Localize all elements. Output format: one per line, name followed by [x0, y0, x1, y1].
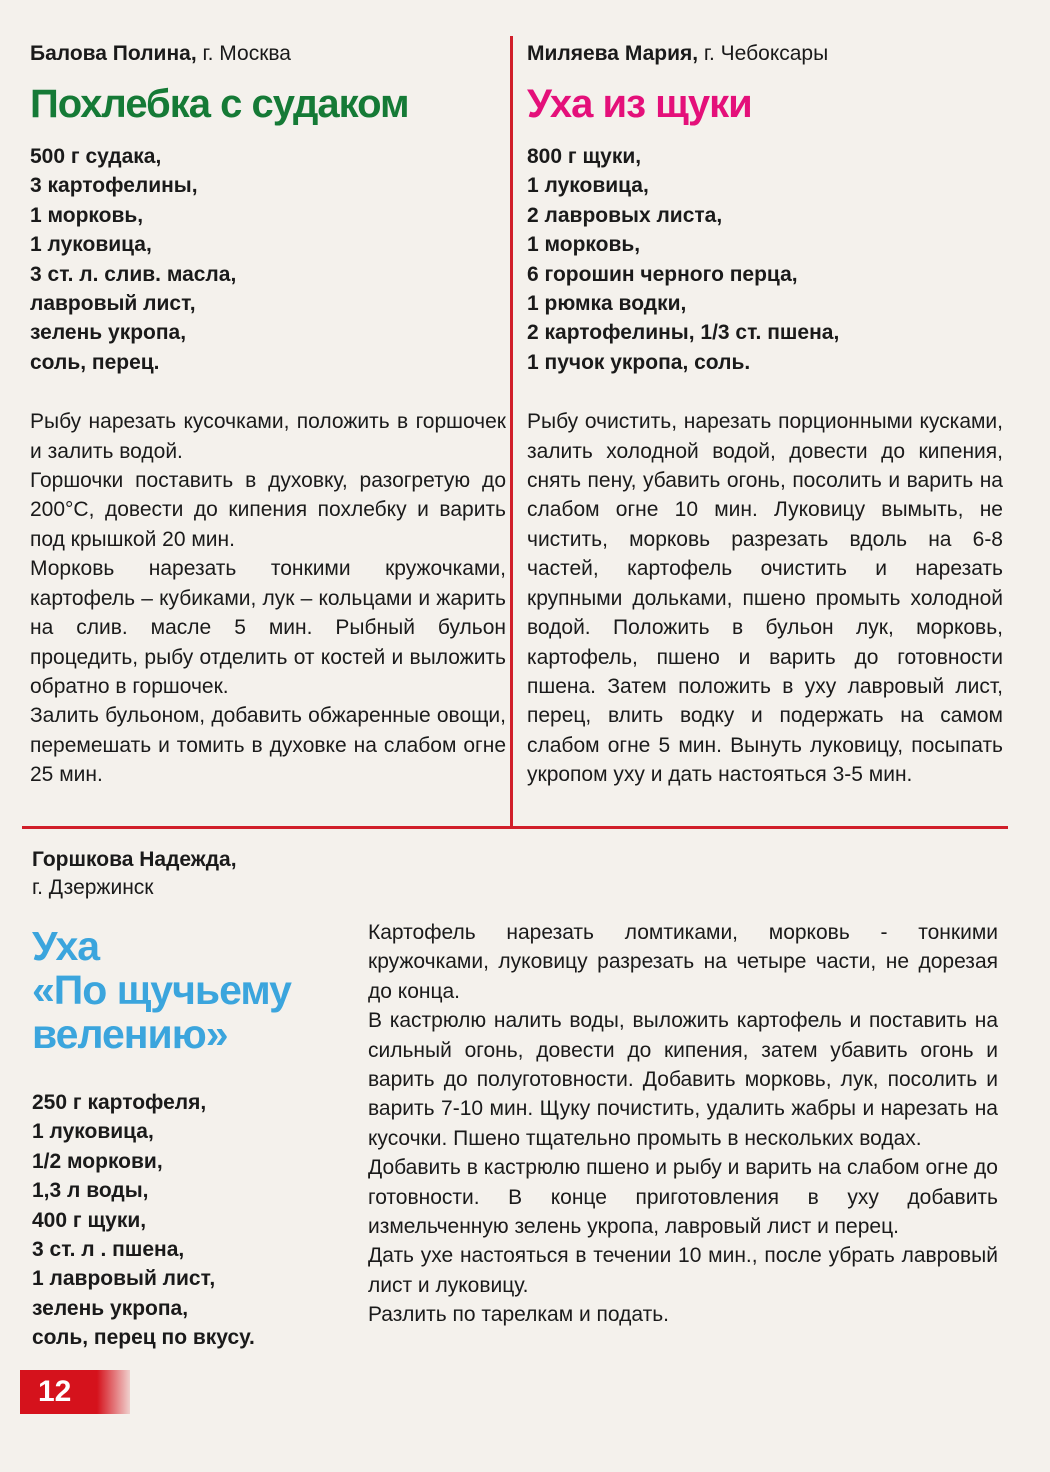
ingredient-item: 250 г картофеля, [32, 1091, 207, 1114]
instruction-paragraph: Добавить в кастрюлю пшено и рыбу и варить на слабом огне до готовности. В конце приготовления в уху добавить измельченную зелень укропа, лавровый лист и перец. [368, 1156, 998, 1239]
page-number: 12 [38, 1375, 72, 1408]
author-city: г. Дзержинск [32, 876, 154, 899]
recipe-title-line: велению» [32, 1011, 228, 1057]
ingredient-item: 2 лавровых листа, [527, 203, 723, 227]
ingredient-item: 1 морковь, [30, 203, 144, 227]
recipe-title: Уха из щуки [527, 82, 752, 126]
recipe-title [32, 924, 342, 1056]
instruction-paragraph: Морковь нарезать тонкими кружочками, картофель – кубиками, лук – кольцами и жарить на слив. масле 5 мин. Рыбный бульон процедить, рыбу отделить от костей и выложить обратно в горшочек. [30, 557, 506, 698]
author-city: г. Москва [202, 42, 291, 65]
recipe-title: Похлебка с судаком [30, 82, 409, 126]
recipe-author [32, 846, 342, 902]
ingredient-item: 3 картофелины, [30, 174, 198, 198]
recipe-title-line: Уха [32, 923, 100, 969]
recipe-author [30, 40, 506, 68]
column-divider-vertical [510, 36, 513, 826]
ingredient-item: лавровый лист, [30, 292, 196, 316]
ingredient-item: 1 морковь, [527, 233, 641, 257]
instruction-paragraph: В кастрюлю налить воды, выложить картофель и поставить на сильный огонь, довести до кипения, затем убавить огонь и варить до полуготовности. Добавить морковь, лук, посолить и варить 7-10 мин. Щуку почистить, удалить жабры и нарезать на кусочки. Пшено тщательно промыть в нескольких водах. [368, 1009, 998, 1150]
instruction-paragraph: Разлить по тарелкам и подать. [368, 1303, 670, 1327]
ingredient-item: 500 г судака, [30, 145, 162, 168]
ingredient-item: 1 луковица, [527, 174, 649, 198]
author-name: Миляева Мария, [527, 42, 699, 65]
ingredient-item: 1 луковица, [32, 1120, 154, 1144]
ingredient-list [527, 142, 1003, 377]
ingredient-item: 800 г щуки, [527, 145, 642, 168]
recipe-ukha-po-shchuchyemu [32, 846, 342, 1353]
instructions [527, 407, 1003, 789]
recipe-ukha-po-shchuchyemu-instructions [368, 918, 998, 1330]
instruction-paragraph: Залить бульоном, добавить обжаренные овощи, перемешать и томить в духовке на слабом огне 25 мин. [30, 704, 506, 787]
ingredient-item: соль, перец по вкусу. [32, 1326, 255, 1350]
instruction-paragraph: Картофель нарезать ломтиками, морковь - тонкими кружочками, луковицу разрезать на четыре части, не дорезая до конца. [368, 921, 998, 1003]
ingredient-item: 3 ст. л. слив. масла, [30, 262, 237, 286]
author-name: Горшкова Надежда, [32, 848, 237, 871]
recipe-title-line: «По щучьему [32, 967, 291, 1013]
instructions [368, 918, 998, 1330]
ingredient-item: 3 ст. л . пшена, [32, 1238, 185, 1262]
ingredient-item: 1/2 моркови, [32, 1149, 163, 1173]
instruction-paragraph: Горшочки поставить в духовку, разогретую до 200°С, довести до кипения похлебку и варить под крышкой 20 мин. [30, 469, 506, 551]
ingredient-item: 6 горошин черного перца, [527, 262, 798, 286]
ingredient-item: 1 пучок укропа, соль. [527, 350, 751, 374]
ingredient-item: 1,3 л воды, [32, 1179, 149, 1203]
instructions [30, 407, 506, 789]
ingredient-item: зелень укропа, [30, 321, 187, 345]
ingredient-item: 400 г щуки, [32, 1208, 147, 1232]
instruction-paragraph: Рыбу нарезать кусочками, положить в горшочек и залить водой. [30, 410, 506, 463]
ingredient-item: 1 рюмка водки, [527, 292, 687, 316]
ingredient-item: соль, перец. [30, 350, 160, 374]
ingredient-item: 2 картофелины, 1/3 ст. пшена, [527, 321, 840, 345]
section-divider-horizontal [22, 826, 1008, 829]
recipe-author [527, 40, 1003, 68]
author-name: Балова Полина, [30, 42, 197, 65]
ingredient-item: 1 луковица, [30, 233, 152, 257]
ingredient-item: 1 лавровый лист, [32, 1267, 216, 1291]
recipe-pokhlebka [30, 40, 506, 790]
recipe-ukha-iz-shchuki [527, 40, 1003, 790]
instruction-paragraph: Дать ухе настояться в течении 10 мин., после убрать лавровый лист и луковицу. [368, 1244, 998, 1297]
ingredient-list [30, 142, 506, 377]
page-number-badge [20, 1370, 130, 1414]
author-city: г. Чебоксары [703, 42, 829, 65]
ingredient-list [32, 1088, 342, 1353]
ingredient-item: зелень укропа, [32, 1296, 189, 1320]
instruction-paragraph: Рыбу очистить, нарезать порционными кусками, залить холодной водой, довести до кипения, снять пену, убавить огонь, посолить и варить на слабом огне 10 мин. Луковицу вымыть, не чистить, морковь разрезать вдоль на 6-8 частей, картофель очистить и нарезать крупными дольками, пшено промыть холодной водой. Положить в бульон лук, морковь, картофель, пшено и варить до готовности пшена. Затем положить в уху лавровый лист, перец, влить водку и подержать на самом слабом огне 5 мин. Вынуть луковицу, посыпать укропом уху и дать настояться 3-5 мин. [527, 410, 1003, 787]
